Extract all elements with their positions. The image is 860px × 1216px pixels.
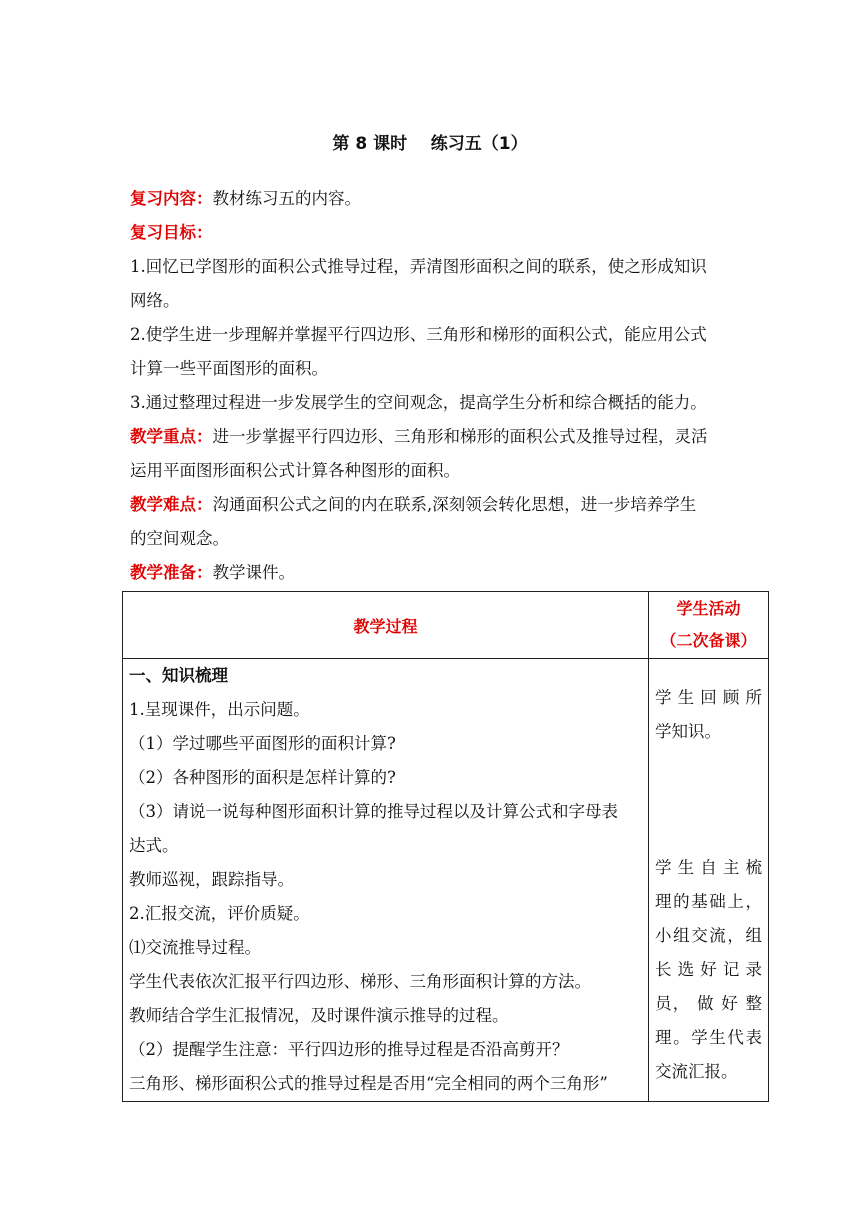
- review-content-text: 教材练习五的内容。: [212, 189, 361, 208]
- student-activity-cell: [649, 659, 769, 1102]
- key-points-line-2: 运用平面图形面积公式计算各种图形的面积。: [130, 461, 460, 480]
- difficult-points: [130, 488, 750, 556]
- key-points: [130, 420, 750, 488]
- process-line: （2）提醒学生注意：平行四边形的推导过程是否沿高剪开？: [129, 1040, 569, 1059]
- goal-2: [130, 318, 750, 386]
- process-line: 1.呈现课件，出示问题。: [129, 700, 310, 719]
- note-line: 学 生 自 主 梳: [655, 858, 762, 877]
- teaching-process-cell: [123, 659, 649, 1102]
- preparation-label: 教学准备：: [130, 563, 213, 582]
- difficult-points-line-2: 的空间观念。: [130, 529, 229, 548]
- process-line: 三角形、梯形面积公式的推导过程是否用“完全相同的两个三角形”: [129, 1074, 608, 1093]
- student-note-review: [655, 681, 762, 749]
- section-heading: 一、知识梳理: [129, 666, 228, 685]
- header-side-line-1: 学生活动: [676, 599, 741, 618]
- process-line: 2.汇报交流，评价质疑。: [129, 904, 310, 923]
- goal-1-line-2: 网络。: [130, 291, 180, 310]
- review-goals-label: 复习目标：: [130, 223, 213, 242]
- table-header-row: [123, 592, 769, 659]
- key-points-label: 教学重点：: [130, 427, 213, 446]
- note-line: 理的基础上，: [655, 892, 762, 911]
- goal-2-line-1: 2.使学生进一步理解并掌握平行四边形、三角形和梯形的面积公式，能应用公式: [130, 325, 707, 344]
- preparation-text: 教学课件。: [212, 563, 295, 582]
- table-body-row: [123, 659, 769, 1102]
- header-teaching-process: 教学过程: [123, 592, 649, 659]
- header-side-line-2: （二次备课）: [660, 631, 757, 650]
- goal-1: [130, 250, 750, 318]
- note-line: 员， 做 好 整: [655, 994, 762, 1013]
- preparation: [130, 556, 750, 590]
- goal-3-line-1: 3.通过整理过程进一步发展学生的空间观念，提高学生分析和综合概括的能力。: [130, 393, 707, 412]
- lesson-table: [122, 591, 769, 1102]
- process-line: ⑴交流推导过程。: [129, 938, 261, 957]
- review-content: [130, 182, 750, 216]
- note-line: 学知识。: [655, 722, 721, 741]
- page-title: 第 8 课时 练习五（1）: [332, 134, 528, 154]
- goal-1-line-1: 1.回忆已学图形的面积公式推导过程，弄清图形面积之间的联系，使之形成知识: [130, 257, 707, 276]
- student-note-summary: [655, 851, 762, 1089]
- process-line: 教师结合学生汇报情况，及时课件演示推导的过程。: [129, 1006, 509, 1025]
- review-content-label: 复习内容：: [130, 189, 213, 208]
- process-line: 教师巡视，跟踪指导。: [129, 870, 294, 889]
- difficult-points-label: 教学难点：: [130, 495, 213, 514]
- note-line: 理。学生代表: [655, 1028, 762, 1047]
- note-line: 小组交流，组: [655, 926, 762, 945]
- note-line: 交流汇报。: [655, 1062, 738, 1081]
- review-goals-heading: [130, 216, 750, 250]
- process-line: （3）请说一说每种图形面积计算的推导过程以及计算公式和字母表: [129, 802, 618, 821]
- process-line: 学生代表依次汇报平行四边形、梯形、三角形面积计算的方法。: [129, 972, 591, 991]
- header-student-activity: [649, 592, 769, 659]
- process-line: 达式。: [129, 836, 179, 855]
- difficult-points-line-1: 沟通面积公式之间的内在联系,深刻领会转化思想，进一步培养学生: [212, 495, 697, 514]
- process-line: （1）学过哪些平面图形的面积计算?: [129, 734, 396, 753]
- note-line: 长 选 好 记 录: [655, 960, 762, 979]
- goal-2-line-2: 计算一些平面图形的面积。: [130, 359, 328, 378]
- key-points-line-1: 进一步掌握平行四边形、三角形和梯形的面积公式及推导过程，灵活: [212, 427, 708, 446]
- process-line: （2）各种图形的面积是怎样计算的?: [129, 768, 396, 787]
- goal-3: [130, 386, 750, 420]
- note-line: 学 生 回 顾 所: [655, 688, 762, 707]
